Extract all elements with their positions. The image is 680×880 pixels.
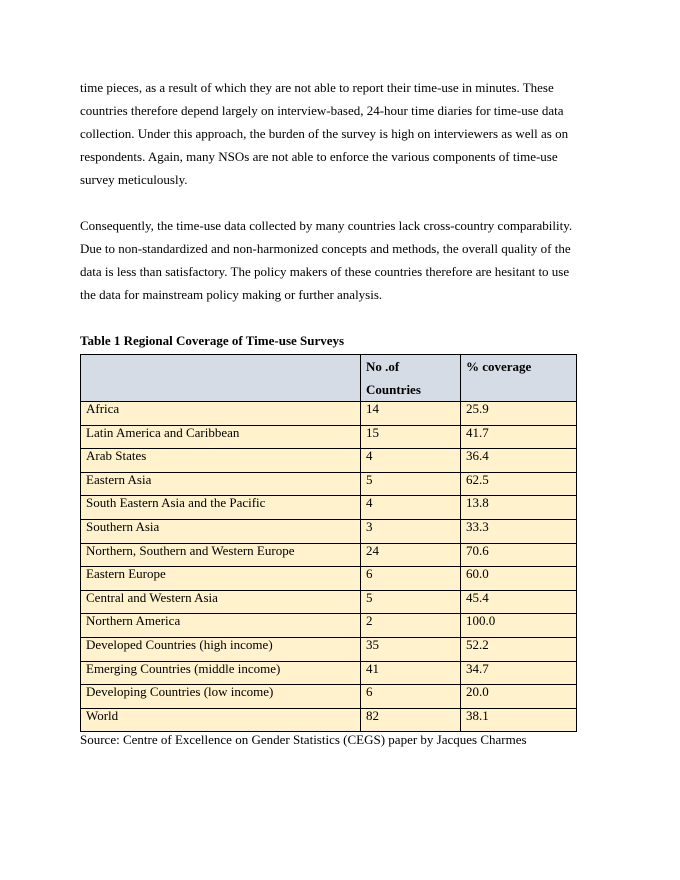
table-row [81,496,577,520]
table-row [81,567,577,591]
table-source: Source: Centre of Excellence on Gender Statistics (CEGS) paper by Jacques Charmes [80,732,527,748]
cell-coverage: 62.5 [461,472,577,496]
cell-countries: 4 [361,449,461,473]
cell-region: Developed Countries (high income) [81,637,361,661]
document-page [80,76,600,748]
cell-countries: 6 [361,685,461,709]
cell-region: World [81,708,361,732]
table-row [81,449,577,473]
cell-region: Emerging Countries (middle income) [81,661,361,685]
paragraph-line: time pieces, as a result of which they are not able to report their time-use in minutes. These [80,80,554,95]
cell-coverage: 38.1 [461,708,577,732]
cell-region: Northern America [81,614,361,638]
paragraph-line: countries therefore depend largely on interview-based, 24-hour time diaries for time-use data [80,103,564,118]
cell-region: Latin America and Caribbean [81,425,361,449]
table-row [81,637,577,661]
paragraph-comparability [80,214,600,306]
table-row [81,543,577,567]
cell-region: Eastern Asia [81,472,361,496]
cell-coverage: 52.2 [461,637,577,661]
header-countries-line2: Countries [366,382,421,397]
cell-coverage: 25.9 [461,402,577,426]
cell-countries: 4 [361,496,461,520]
cell-countries: 14 [361,402,461,426]
table-row [81,614,577,638]
table-row [81,425,577,449]
header-countries [361,355,461,402]
cell-coverage: 41.7 [461,425,577,449]
table-row [81,519,577,543]
cell-countries: 3 [361,519,461,543]
cell-coverage: 60.0 [461,567,577,591]
header-region [81,355,361,402]
cell-region: Southern Asia [81,519,361,543]
cell-countries: 5 [361,590,461,614]
cell-coverage: 13.8 [461,496,577,520]
cell-region: South Eastern Asia and the Pacific [81,496,361,520]
cell-countries: 15 [361,425,461,449]
header-coverage: % coverage [461,355,577,402]
cell-coverage: 20.0 [461,685,577,709]
table-row [81,402,577,426]
regional-coverage-table [80,354,577,732]
table-row [81,590,577,614]
table-body [81,402,577,732]
cell-countries: 82 [361,708,461,732]
cell-coverage: 100.0 [461,614,577,638]
cell-region: Northern, Southern and Western Europe [81,543,361,567]
cell-countries: 2 [361,614,461,638]
paragraph-line: the data for mainstream policy making or further analysis. [80,287,383,302]
paragraph-line: respondents. Again, many NSOs are not able to enforce the various components of time-use [80,149,558,164]
cell-coverage: 36.4 [461,449,577,473]
paragraph-line: Consequently, the time-use data collected by many countries lack cross-country comparability. [80,218,573,233]
cell-region: Central and Western Asia [81,590,361,614]
paragraph-time-diaries [80,76,600,191]
table-row [81,472,577,496]
table-header-row [81,355,577,402]
cell-coverage: 45.4 [461,590,577,614]
paragraph-line: survey meticulously. [80,172,188,187]
cell-coverage: 34.7 [461,661,577,685]
paragraph-line: collection. Under this approach, the burden of the survey is high on interviewers as well as on [80,126,569,141]
cell-countries: 41 [361,661,461,685]
table-row [81,708,577,732]
cell-region: Africa [81,402,361,426]
paragraph-line: data is less than satisfactory. The policy makers of these countries therefore are hesitant to use [80,264,570,279]
cell-countries: 5 [361,472,461,496]
cell-coverage: 70.6 [461,543,577,567]
table-row [81,685,577,709]
cell-countries: 24 [361,543,461,567]
cell-region: Eastern Europe [81,567,361,591]
cell-region: Arab States [81,449,361,473]
cell-region: Developing Countries (low income) [81,685,361,709]
paragraph-line: Due to non-standardized and non-harmonized concepts and methods, the overall quality of the [80,241,571,256]
table-row [81,661,577,685]
table-caption: Table 1 Regional Coverage of Time-use Surveys [80,333,345,348]
cell-countries: 6 [361,567,461,591]
cell-countries: 35 [361,637,461,661]
header-countries-line1: No .of [366,359,400,374]
cell-coverage: 33.3 [461,519,577,543]
